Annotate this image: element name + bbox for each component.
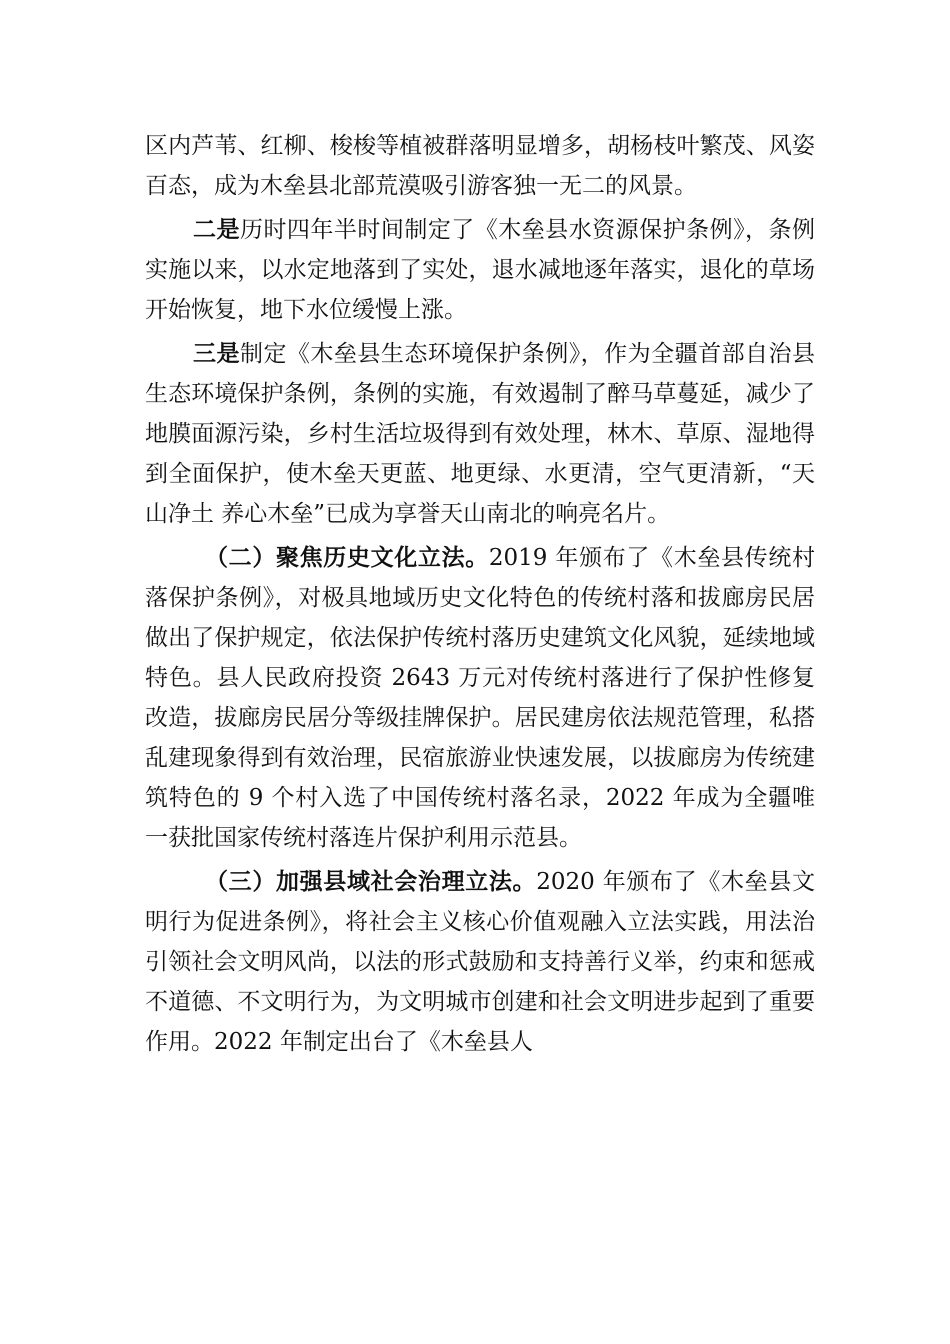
paragraph-1 <box>145 126 815 206</box>
paragraph-3-text: 制定《木垒县生态环境保护条例》，作为全疆首部自治县生态环境保护条例，条例的实施，有效遏制了醉马草蔓延，减少了地膜面源污染，乡村生活垃圾得到有效处理，林木、草原、湿地得到全面保护，使木垒天更蓝、地更绿、水更清，空气更清新，“天山净土 养心木垒”已成为享誉天山南北的响亮名片。 <box>145 341 816 527</box>
paragraph-5 <box>145 862 815 1062</box>
paragraph-4-text: 2019 年颁布了《木垒县传统村落保护条例》，对极具地域历史文化特色的传统村落和拔廊房民居做出了保护规定，依法保护传统村落历史建筑文化风貌，延续地域特色。县人民政府投资 2643 万元对传统村落进行了保护性修复改造，拔廊房民居分等级挂牌保护。居民建房依法规范管理，私搭乱建现象得到有效治理，民宿旅游业快速发展，以拔廊房为传统建筑特色的 9 个村入选了中国传统村落名录，2022 年成为全疆唯一获批国家传统村落连片保护利用示范县。 <box>145 545 815 851</box>
document-body <box>145 126 815 1066</box>
paragraph-2-text: 历时四年半时间制定了《木垒县水资源保护条例》，条例实施以来，以水定地落到了实处，退水减地逐年落实，退化的草场开始恢复，地下水位缓慢上涨。 <box>145 217 816 323</box>
paragraph-3 <box>145 334 815 534</box>
paragraph-5-lead: （三）加强县域社会治理立法。 <box>205 869 537 895</box>
paragraph-2-lead: 二是 <box>193 217 240 243</box>
paragraph-1-text: 区内芦苇、红柳、梭梭等植被群落明显增多，胡杨枝叶繁茂、风姿百态，成为木垒县北部荒漠吸引游客独一无二的风景。 <box>145 133 815 199</box>
paragraph-4 <box>145 538 815 858</box>
paragraph-2 <box>145 210 815 330</box>
paragraph-3-lead: 三是 <box>193 341 240 367</box>
paragraph-5-text: 2020 年颁布了《木垒县文明行为促进条例》，将社会主义核心价值观融入立法实践，用法治引领社会文明风尚，以法的形式鼓励和支持善行义举，约束和惩戒不道德、不文明行为，为文明城市创建和社会文明进步起到了重要作用。2022 年制定出台了《木垒县人 <box>145 869 815 1055</box>
paragraph-4-lead: （二）聚焦历史文化立法。 <box>205 545 489 571</box>
